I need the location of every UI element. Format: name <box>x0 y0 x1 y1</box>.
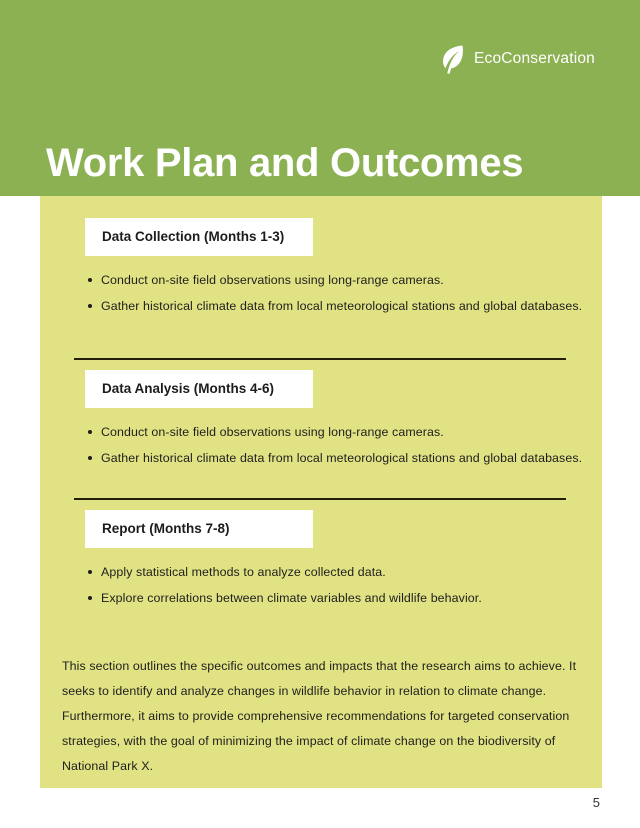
page-header <box>0 0 640 196</box>
leaf-icon <box>439 44 465 74</box>
page-title: Work Plan and Outcomes <box>46 140 524 185</box>
summary-paragraph: This section outlines the specific outcomes and impacts that the research aims to achieve. It seeks to identify and analyze changes in wildlife behavior in relation to climate change. Furthermore, it aims to provide comprehensive recommendations for targeted conservation strategies, with the goal of minimizing the impact of climate change on the biodiversity of National Park X. <box>62 659 577 773</box>
brand-logo <box>439 44 595 74</box>
phase-section-report <box>40 510 602 614</box>
phase-label-data-analysis: Data Analysis (Months 4-6) <box>85 370 313 408</box>
section-divider <box>74 498 566 500</box>
page-number: 5 <box>592 795 600 810</box>
phase-label-data-collection: Data Collection (Months 1-3) <box>85 218 313 256</box>
phase-bullet-list-data-analysis <box>40 421 602 471</box>
phase-section-data-collection <box>40 218 602 322</box>
list-item: Conduct on-site field observations using long-range cameras. <box>40 421 602 444</box>
section-divider <box>74 358 566 360</box>
phase-label-report: Report (Months 7-8) <box>85 510 313 548</box>
brand-name: EcoConservation <box>473 50 595 67</box>
list-item: Apply statistical methods to analyze collected data. <box>40 561 602 584</box>
list-item: Gather historical climate data from local meteorological stations and global databases. <box>40 295 602 318</box>
content-card <box>40 196 602 788</box>
list-item: Conduct on-site field observations using long-range cameras. <box>40 269 602 292</box>
list-item: Gather historical climate data from local meteorological stations and global databases. <box>40 447 602 470</box>
list-item: Explore correlations between climate variables and wildlife behavior. <box>40 587 602 610</box>
phase-section-data-analysis <box>40 370 602 474</box>
phase-bullet-list-report <box>40 561 602 611</box>
phase-bullet-list-data-collection <box>40 269 602 319</box>
